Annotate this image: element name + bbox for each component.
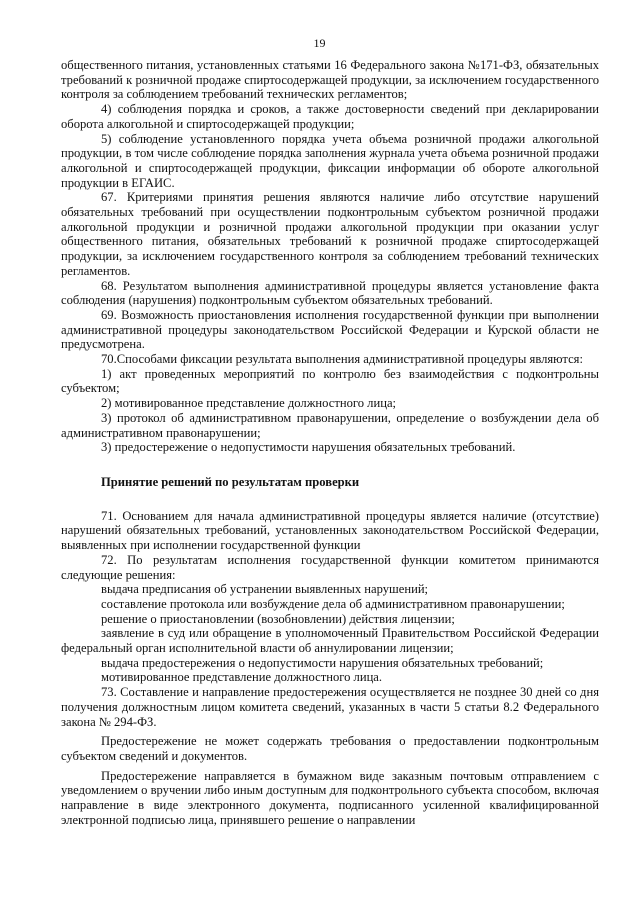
paragraph: 5) соблюдение установленного порядка учета объема розничной продажи алкогольной продукции, в том числе соблюдение порядка заполнения журнала учета объема розничной продажи алкогольной и спиртосодержащей продукции, фиксации информации об обороте алкогольной продукции в ЕГАИС.: [61, 131, 599, 190]
paragraph: 70.Способами фиксации результата выполнения административной процедуры являются:: [101, 352, 583, 367]
paragraph: 2) мотивированное представление должностного лица;: [101, 396, 397, 411]
paragraph: 68. Результатом выполнения административной процедуры является установление факта соблюдения (нарушения) подконтрольным субъектом обязательных требований.: [61, 278, 599, 308]
paragraph: 3) протокол об административном правонарушении, определение о возбуждении дела об административном правонарушении;: [61, 410, 599, 440]
paragraph: Предостережение направляется в бумажном виде заказным почтовым отправлением с уведомлением о вручении либо иным доступным для подконтрольного субъекта способом, включая направление в виде электронного документа, подписанного усиленной квалифицированной электронной подписью лица, принявшего решение о направлении: [61, 768, 599, 827]
document-body: [61, 58, 599, 827]
paragraph: 3) предостережение о недопустимости нарушения обязательных требований.: [101, 440, 516, 455]
page-number: 19: [313, 36, 326, 50]
paragraph: 69. Возможность приостановления исполнения государственной функции при выполнении административной процедуры законодательством Российской Федерации и Курской области не предусмотрена.: [61, 307, 599, 352]
paragraph: выдача предписания об устранении выявленных нарушений;: [101, 582, 429, 597]
paragraph: заявление в суд или обращение в уполномоченный Правительством Российской Федерации федеральный орган исполнительной власти об аннулировании лицензии;: [61, 626, 599, 656]
paragraph: 71. Основанием для начала административной процедуры является наличие (отсутствие) нарушений обязательных требований, установленных законодательством Российской Федерации, выявленных при исполнении государственной функции: [61, 508, 599, 553]
paragraph: составление протокола или возбуждение дела об административном правонарушении;: [101, 596, 565, 611]
paragraph: выдача предостережения о недопустимости нарушения обязательных требований;: [101, 655, 544, 670]
paragraph: 1) акт проведенных мероприятий по контролю без взаимодействия с подконтрольны субъектом;: [61, 366, 599, 396]
paragraph: 4) соблюдения порядка и сроков, а также достоверности сведений при декларировании оборота алкогольной и спиртосодержащей продукции;: [61, 102, 599, 131]
paragraph: общественного питания, установленных статьями 16 Федерального закона №171-ФЗ, обязательных требований к розничной продаже спиртосодержащей продукции, за исключением государственного контроля за соблюдением требований технических регламентов;: [61, 58, 599, 102]
paragraph: Предостережение не может содержать требования о предоставлении подконтрольным субъектом сведений и документов.: [61, 734, 599, 763]
paragraph: 73. Составление и направление предостережения осуществляется не позднее 30 дней со дня получения должностным лицом комитета сведений, указанных в части 5 статьи 8.2 Федерального закона № 294-ФЗ.: [61, 685, 599, 729]
paragraph: 67. Критериями принятия решения являются наличие либо отсутствие нарушений обязательных требований при осуществлении подконтрольным субъектом розничной продажи алкогольной продукции и розничной продажи алкогольной продукции при оказании услуг общественного питания, обязательных требований к розничной продаже спиртосодержащей продукции, за исключением государственного контроля за соблюдением требований технических регламентов.: [61, 190, 599, 278]
paragraph: мотивированное представление должностного лица.: [101, 670, 383, 685]
paragraph: 72. По результатам исполнения государственной функции комитетом принимаются следующие решения:: [61, 552, 599, 582]
section-heading: Принятие решений по результатам проверки: [101, 474, 360, 489]
paragraph: решение о приостановлении (возобновлении) действия лицензии;: [101, 611, 455, 626]
